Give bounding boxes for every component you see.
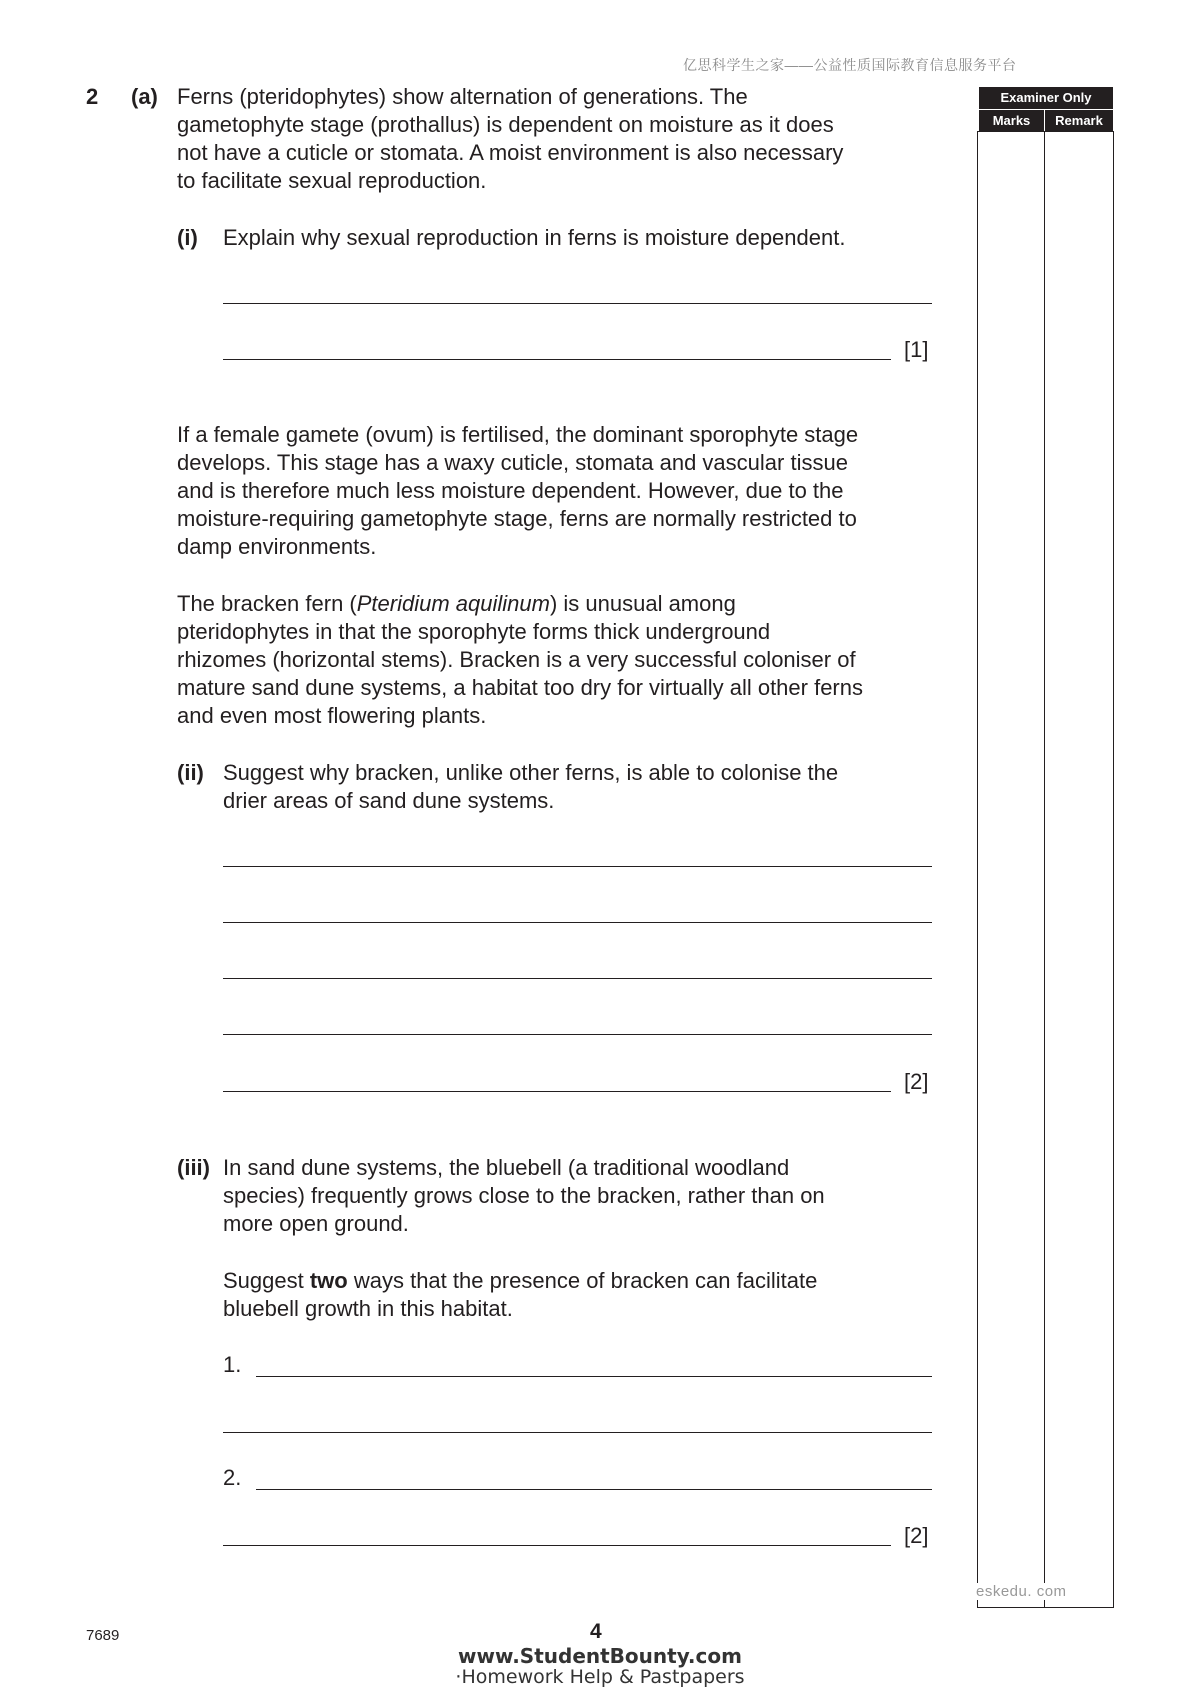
species-name: Pteridium aquilinum [356, 591, 550, 616]
paragraph-line: and is therefore much less moisture dependent. However, due to the [177, 478, 844, 503]
marks-label-iii: [2] [904, 1523, 929, 1548]
intro-line: Ferns (pteridophytes) show alternation of generations. The [177, 84, 748, 109]
page-number: 4 [590, 1620, 602, 1643]
intro-paragraph [177, 83, 937, 195]
examiner-only-header: Examiner Only [979, 87, 1113, 109]
paragraph-line: mature sand dune systems, a habitat too dry for virtually all other ferns [177, 675, 863, 700]
paragraph-line: rhizomes (horizontal stems). Bracken is a very successful coloniser of [177, 647, 856, 672]
examiner-remark-header: Remark [1045, 110, 1113, 131]
question-line: In sand dune systems, the bluebell (a traditional woodland [223, 1155, 790, 1180]
emphasis-two: two [309, 1268, 348, 1293]
marks-label-ii: [2] [904, 1069, 929, 1094]
examiner-column-divider [1044, 132, 1045, 1607]
answer-item-2-label: 2. [223, 1465, 242, 1490]
answer-line[interactable] [223, 303, 932, 304]
question-number: 2 [86, 84, 99, 109]
intro-line: gametophyte stage (prothallus) is dependent on moisture as it does [177, 112, 834, 137]
answer-line-1[interactable] [256, 1376, 932, 1377]
paragraph-line: moisture-requiring gametophyte stage, ferns are normally restricted to [177, 506, 857, 531]
question-line: drier areas of sand dune systems. [223, 788, 555, 813]
sporophyte-paragraph [177, 421, 937, 561]
examiner-column [977, 131, 1114, 1608]
part-iii-question [223, 1267, 923, 1323]
text-span: The bracken fern ( [177, 591, 357, 616]
answer-line[interactable] [223, 866, 932, 867]
intro-line: to facilitate sexual reproduction. [177, 168, 487, 193]
answer-line[interactable] [223, 1034, 932, 1035]
paper-code: 7689 [86, 1627, 120, 1644]
question-line: species) frequently grows close to the bracken, rather than on [223, 1183, 825, 1208]
answer-line[interactable] [223, 922, 932, 923]
answer-line-2[interactable] [256, 1489, 932, 1490]
paragraph-line: damp environments. [177, 534, 377, 559]
answer-line[interactable] [223, 1545, 891, 1546]
header-watermark: 亿思科学生之家——公益性质国际教育信息服务平台 [683, 57, 1017, 73]
question-line [223, 1267, 923, 1295]
paragraph-line: develops. This stage has a waxy cuticle, stomata and vascular tissue [177, 450, 848, 475]
text-span: ) is unusual among [549, 591, 736, 616]
part-ii-label: (ii) [177, 760, 204, 785]
paragraph-line: pteridophytes in that the sporophyte forms thick underground [177, 619, 771, 644]
part-a-label: (a) [131, 84, 158, 109]
footer-logo [430, 1646, 770, 1688]
paragraph-line: and even most flowering plants. [177, 703, 487, 728]
part-ii-question [223, 759, 923, 815]
intro-line: not have a cuticle or stomata. A moist environment is also necessary [177, 140, 844, 165]
answer-line[interactable] [223, 1432, 932, 1433]
paragraph-line: If a female gamete (ovum) is fertilised, the dominant sporophyte stage [177, 422, 859, 447]
text-span: ways that the presence of bracken can facilitate [347, 1268, 818, 1293]
question-line: bluebell growth in this habitat. [223, 1296, 513, 1321]
footer-site: www.StudentBounty.com [458, 1644, 742, 1668]
examiner-marks-header: Marks [979, 110, 1044, 131]
part-iii-context [223, 1154, 923, 1238]
paragraph-line [177, 590, 947, 618]
answer-line[interactable] [223, 1091, 891, 1092]
answer-line[interactable] [223, 359, 891, 360]
part-i-question: Explain why sexual reproduction in ferns is moisture dependent. [223, 225, 846, 250]
text-span: Suggest [223, 1268, 310, 1293]
examiner-watermark: eskedu. com [976, 1583, 1067, 1600]
part-i-label: (i) [177, 225, 198, 250]
bracken-paragraph [177, 590, 947, 730]
answer-item-1-label: 1. [223, 1352, 242, 1377]
marks-label-i: [1] [904, 337, 929, 362]
part-iii-label: (iii) [177, 1155, 210, 1180]
answer-line[interactable] [223, 978, 932, 979]
question-line: more open ground. [223, 1211, 409, 1236]
footer-tagline: ·Homework Help & Pastpapers [455, 1666, 745, 1688]
question-line: Suggest why bracken, unlike other ferns, is able to colonise the [223, 760, 839, 785]
